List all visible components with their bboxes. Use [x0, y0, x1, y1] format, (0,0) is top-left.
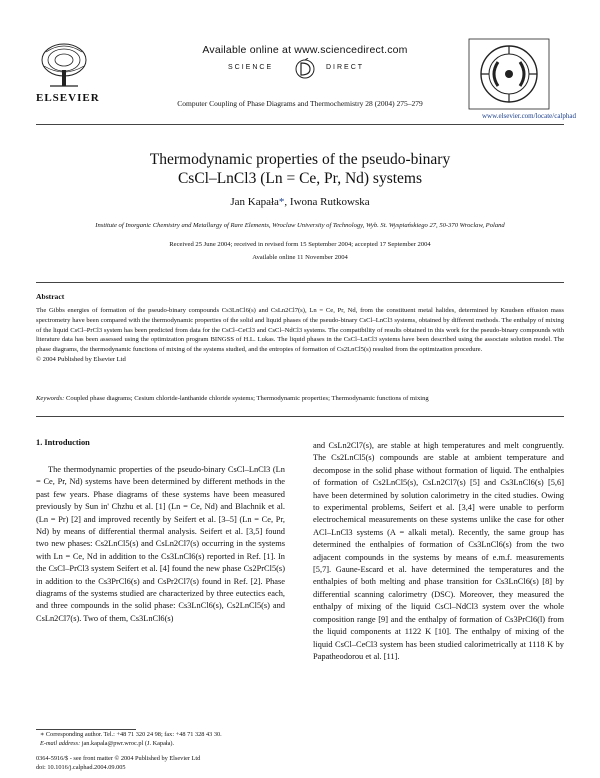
issn-line: 0364-5916/$ - see front matter © 2004 Published by Elsevier Ltd [36, 755, 201, 762]
body-column-left [36, 464, 285, 625]
author-separator: , [284, 196, 290, 208]
abstract-body [36, 306, 564, 365]
abstract-top-divider [36, 282, 564, 283]
issn-block [36, 755, 336, 772]
corresponding-author-link[interactable]: * [278, 196, 285, 208]
sciencedirect-d-icon [293, 58, 317, 80]
email-label: E-mail address: [40, 739, 81, 747]
section-heading: 1. Introduction [36, 438, 90, 447]
elsevier-tree-icon [36, 40, 92, 90]
journal-url-link[interactable]: www.elsevier.com/locate/calphad [481, 112, 576, 120]
available-online-text[interactable]: Available online at www.sciencedirect.com [202, 44, 408, 56]
intro-paragraph-right: and CsLn2Cl7(s), are stable at high temperatures and melt congruently. The Cs2LnCl5(s) compounds are stable at ambient temperature and decompose in the solid phase without formation of liquid. The enthalpies of formation of Cs2LnCl5(s), CsLn2Cl7(s) [5] and Cs3LnCl6(s) [5,6] have been determined by solution calorimetry in the cited studies. Owing to experimental problems, Seifert et al. [3,4] were unable to perform electrochemical measurements on these systems unlike the case for other ACl–LnCl3 systems (A = alkali metal). Recently, the same group has determined the enthalpies of formation of Cs3LnCl6(s) from the two adjacent compounds in the systems by means of e.m.f. measurements [5,7]. Gaune-Escard et al. have determined the temperatures and the enthalpies of both melting and phase transition for Cs3LnCl6(s) [8] by differential scanning calorimetry (DSC). Moreover, they measured the enthalpy of mixing of the liquid CsCl–NdCl3 system over the whole composition range [9] and the enthalpy of formation of Cs3PrCl6(l) from the liquid components at 1122 K [10]. The enthalpy of mixing of the liquid CsCl–CeCl3 system has been studied calorimetrically at 1118 K by Papatheodorou et al. [11]. [313, 441, 564, 661]
body-column-right [313, 440, 564, 663]
online-date: Available online 11 November 2004 [252, 254, 348, 261]
journal-reference: Computer Coupling of Phase Diagrams and Thermochemistry 28 (2004) 275–279 [177, 99, 423, 108]
sciencedirect-logo [198, 58, 428, 80]
email-line [40, 740, 290, 749]
abstract-copyright: © 2004 Published by Elsevier Ltd [36, 355, 126, 363]
calphad-logo [468, 38, 550, 110]
keywords [36, 394, 564, 403]
history-dates: Received 25 June 2004; received in revised form 15 September 2004; accepted 17 September 2004 [169, 241, 431, 248]
publisher-name: ELSEVIER [36, 92, 100, 104]
calphad-emblem-icon [468, 38, 550, 110]
abstract-heading: Abstract [36, 292, 65, 301]
direct-word: DIRECT [326, 64, 365, 71]
intro-paragraph-left: The thermodynamic properties of the pseudo-binary CsCl–LnCl3 (Ln = Ce, Pr, Nd) systems have been determined by different methods in the past few years. Phase diagrams of these systems have been measured previously by Sun in' Chzhu et al. [1] (Ln = Ce, Nd) and Blachnik et al. (Ln = Pr) [2] and improved recently by Seifert et al. [3–5] (Ln = Ce, Pr, Nd) by means of differential thermal analysis. Seifert et al. [3,5] found two new phases: Cs2LnCl5(s) and CsLn2Cl7(s) occurring in the systems with Ln = Ce, Nd in addition to the Cs3LnCl6(s) reported in Ref. [1]. In the CsCl–PrCl3 system Seifert et al. [4] found the new phase Cs2PrCl5(s) in addition to the Cs3PrCl6(s) and CsPr2Cl7(s) found in Ref. [2]. Phase diagrams of the systems studied are characterized by three eutectics each, and three compounds in the solid phase: Cs3LnCl6(s), Cs2LnCl5(s) and CsLn2Cl7(s). Two of them, Cs3LnCl6(s) [36, 465, 285, 623]
doi-line[interactable]: doi: 10.1016/j.calphad.2004.09.005 [36, 763, 126, 771]
footnote [40, 731, 290, 748]
corresponding-author-note: ∗ Corresponding author. Tel.: +48 71 320 24 98; fax: +48 71 328 43 30. [40, 731, 222, 738]
footnote-divider [36, 729, 136, 730]
elsevier-logo [36, 40, 100, 104]
abstract-bottom-divider [36, 416, 564, 417]
email-address[interactable]: jan.kapala@pwr.wroc.pl (J. Kapała). [81, 739, 175, 747]
affiliation: Institute of Inorganic Chemistry and Metallurgy of Rare Elements, Wroclaw University of Technology, Wyb. St. Wyspiańskiego 27, 50-370 Wroclaw, Poland [95, 222, 505, 229]
article-title [60, 150, 540, 188]
author-list [100, 196, 500, 208]
abstract-text: The Gibbs energies of formation of the pseudo-binary compounds Cs3LnCl6(s) and CsLn2Cl7(s), Ln = Ce, Pr, Nd, from the constituent metal halides, determined by Knudsen effusion mass spectrometry have been compared with the thermodynamic properties of the solid and liquid phases of the pseudo-binary CsCl–LnCl3 systems, obtained by different methods. The enthalpy of mixing of the liquid CsCl–PrCl3 system has been predicted from data for the CsCl–CeCl3 and CsCl–NdCl3 systems. The compatibility of results obtained in this work for the pseudo-binary compounds with literature data has been assessed using the optimization program BINGSS of H.L. Lukas. The liquid phases in the CsCl–LnCl3 systems have been described using the associate solution model. The phase diagrams, the thermodynamic functions of mixing of the systems studied, and the entropies of formation of Cs2LnCl5(s) resulted from the optimization procedure. [36, 307, 564, 354]
author-1: Jan Kapała [230, 196, 279, 208]
keywords-list: Coupled phase diagrams; Cesium chloride-lanthanide chloride systems; Thermodynamic properties; Thermodynamic functions of mixing [65, 395, 429, 402]
title-line-1: Thermodynamic properties of the pseudo-binary [149, 151, 451, 168]
header-divider [36, 124, 564, 125]
title-line-2: CsCl–LnCl3 (Ln = Ce, Pr, Nd) systems [177, 170, 423, 187]
science-word: SCIENCE [228, 64, 274, 71]
author-2: Iwona Rutkowska [289, 196, 370, 208]
keywords-label: Keywords: [36, 395, 65, 402]
